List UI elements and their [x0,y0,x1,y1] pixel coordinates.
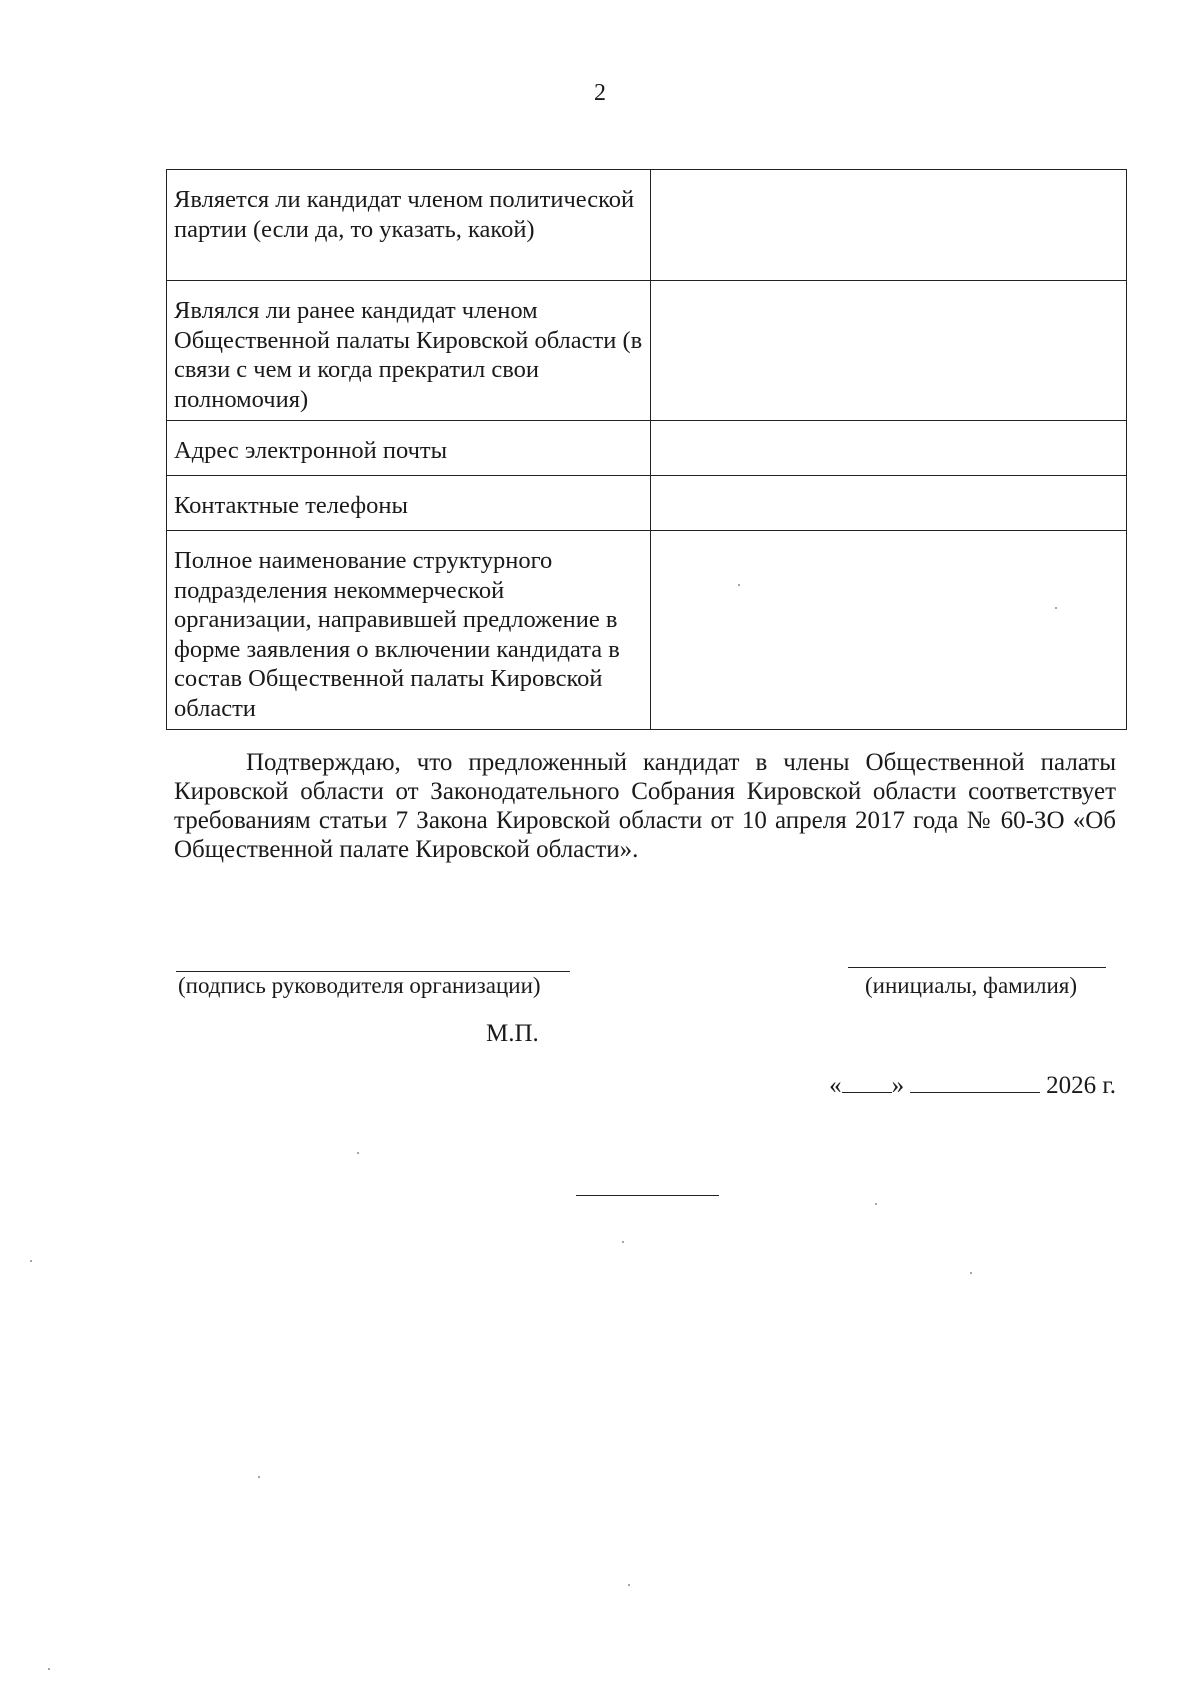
candidate-info-table [166,169,1127,730]
scan-speck [875,1203,877,1205]
confirmation-paragraph: Подтверждаю, что предложенный кандидат в члены Общественной палаты Кировской области от Законодательного Собрания Кировской области соответствует требованиям статьи 7 Закона Кировской области от 10 апреля 2017 года № 60-ЗО «Об Общественной палате Кировской области». [174,749,1116,863]
row-label-phones: Контактные телефоны [167,476,651,531]
row-value-phones[interactable] [651,476,1127,531]
row-label-party-membership: Является ли кандидат членом политической партии (если да, то указать, какой) [167,170,651,281]
scan-speck [258,1476,260,1478]
table-row [167,531,1127,730]
table-row [167,421,1127,476]
scan-speck [357,1152,359,1154]
signature-line-head [176,971,570,972]
end-of-document-rule [576,1195,719,1196]
row-label-email: Адрес электронной почты [167,421,651,476]
scan-speck [970,1272,972,1274]
date-month-blank [910,1070,1040,1093]
scan-speck [738,584,740,586]
scan-speck [48,1668,50,1670]
row-value-previous-membership[interactable] [651,281,1127,421]
row-value-email[interactable] [651,421,1127,476]
scan-speck [30,1260,32,1262]
date-day-blank [842,1070,892,1093]
date-line [0,1070,1116,1100]
row-value-organization-unit[interactable] [651,531,1127,730]
row-label-organization-unit: Полное наименование структурного подразделения некоммерческой организации, направившей предложение в форме заявления о включении кандидата в состав Общественной палаты Кировской области [167,531,651,730]
table-row [167,476,1127,531]
signature-caption-name: (инициалы, фамилия) [865,973,1078,998]
table-row [167,281,1127,421]
table-row [167,170,1127,281]
date-open-quote: « [829,1072,842,1099]
scan-speck [628,1584,630,1586]
date-year: 2026 г. [1046,1072,1116,1099]
signature-line-name [848,967,1106,968]
row-label-previous-membership: Являлся ли ранее кандидат членом Общественной палаты Кировской области (в связи с чем и когда прекратил свои полномочия) [167,281,651,421]
stamp-placeholder: М.П. [486,1020,539,1047]
page-number: 2 [594,80,606,106]
signature-caption-head: (подпись руководителя организации) [178,973,541,998]
scan-speck [622,1241,624,1243]
row-value-party-membership[interactable] [651,170,1127,281]
date-close-quote: » [891,1072,905,1099]
scan-speck [1055,607,1057,609]
